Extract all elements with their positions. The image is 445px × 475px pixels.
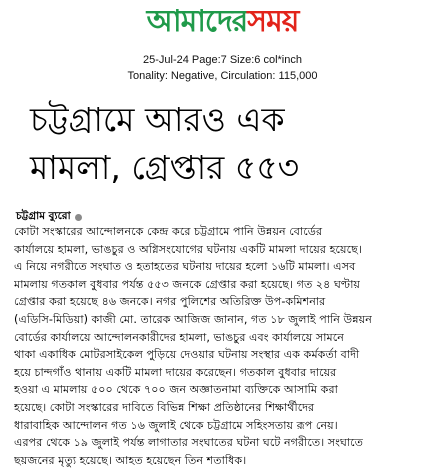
body-line: কোটা সংস্কারের আন্দোলনকে কেন্দ্র করে চট্টগ্রামে পানি উন্নয়ন বোর্ডের (14, 225, 323, 238)
byline: চট্টগ্রাম ব্যুরো (16, 209, 71, 222)
body-line: (এডিসি-মিডিয়া) কাজী মো. তারেক আজিজ জানান, গত ১৮ জুলাই পানি উন্নয়ন (14, 312, 372, 326)
body-line: এরপর থেকে ১৯ জুলাই পর্যন্ত লাগাতার সংঘাতের ঘটনা ঘটে নগরীতে। সংঘাতে (14, 436, 364, 450)
newspaper-logo (147, 2, 299, 42)
body-line: থাকা একাধিক মোটরসাইকেল পুড়িয়ে দেওয়ার ঘটনায় সংস্থার এক কর্মকর্তা বাদী (14, 348, 360, 362)
byline-row (16, 210, 82, 224)
logo-part-2: সময় (247, 4, 299, 39)
clipping-meta-tonality: Tonality: Negative, Circulation: 115,000 (127, 70, 318, 82)
body-line: এ নিয়ে নগরীতে সংঘাত ও হতাহতের ঘটনায় দায়ের হলো ১৬টি মামলা। এসব (14, 260, 356, 274)
body-line: হয়ে চান্দগাঁও থানায় একটি মামলা দায়ের করেছেন। গতকাল বুধবার দায়ের (14, 365, 337, 379)
article-body (14, 223, 442, 469)
bullet-icon (75, 214, 82, 221)
body-line: হয়েছে। কোটা সংস্কারের দাবিতে বিভিন্ন শিক্ষা প্রতিষ্ঠানের শিক্ষার্থীদের (14, 400, 315, 414)
body-line: হওয়া এ মামলায় ৫০০ থেকে ৭০০ জন অজ্ঞাতনামা ব্যক্তিকে আসামি করা (14, 383, 338, 397)
body-line: ছয়জনের মৃত্যু হয়েছে। আহত হয়েছেন তিন শতাধিক। (14, 453, 247, 467)
body-line: মামলায় গতকাল বুধবার পর্যন্ত ৫৫৩ জনকে গ্রেপ্তার করা হয়েছে। গত ২৪ ঘণ্টায় (14, 277, 361, 291)
body-line: গ্রেপ্তার করা হয়েছে ৪৬ জনকে। নগর পুলিশের অতিরিক্ত উপ-কমিশনার (14, 295, 326, 309)
headline-line-1: চট্টগ্রামে আরও এক (30, 100, 285, 139)
body-line: বোর্ডের কার্যালয়ে আন্দোলনকারীদের হামলা, ভাঙচুর এবং কার্যালয়ে সামনে (14, 330, 344, 344)
logo-part-1: আমাদের (146, 4, 248, 39)
masthead (0, 2, 445, 46)
clipping-meta-date-page: 25-Jul-24 Page:7 Size:6 col*inch (143, 54, 302, 66)
headline-line-2: মামলা, গ্রেপ্তার ৫৫৩ (30, 148, 300, 187)
body-line: কার্যালয়ে হামলা, ভাঙচুর ও অগ্নিসংযোগের ঘটনায় একটি মামলা দায়ের হয়েছে। (14, 242, 362, 256)
body-line: ধারাবাহিক আন্দোলন গত ১৬ জুলাই থেকে চট্টগ্রামে সহিংসতায় রূপ নেয়। (14, 418, 338, 432)
